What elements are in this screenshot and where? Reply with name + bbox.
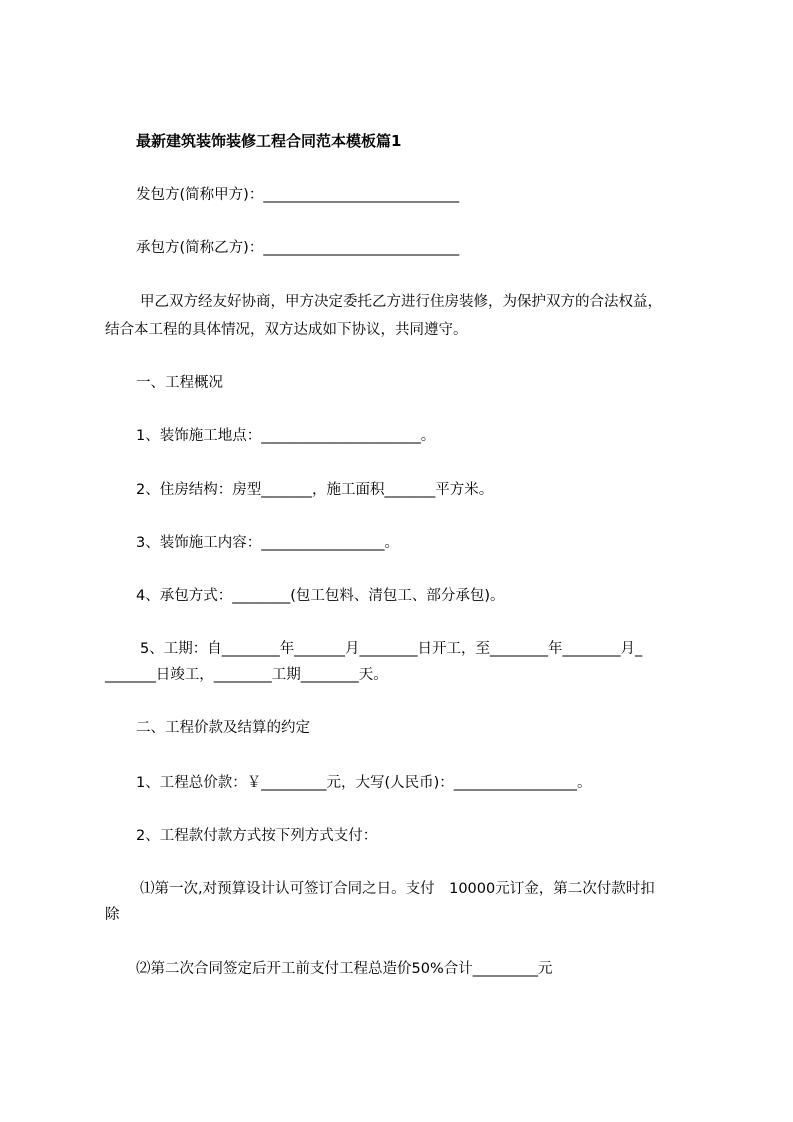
document-title: 最新建筑装饰装修工程合同范本模板篇1: [136, 132, 402, 150]
payment-2-line: ⑵第二次合同签定后开工前支付工程总造价50%合计_________元: [136, 961, 553, 977]
item-1-content: 3、装饰施工内容：_________________。: [136, 535, 399, 551]
payment-1-line-1: ⑴第一次,对预算设计认可签订合同之日。支付 10000元订金，第二次付款时扣: [140, 881, 655, 897]
intro-paragraph-line-2: 结合本工程的具体情况，双方达成如下协议，共同遵守。: [105, 322, 468, 338]
item-1-schedule-line-2: _______日竣工，________工期________天。: [105, 667, 388, 683]
section-1-heading: 一、工程概况: [136, 375, 223, 391]
payment-1-line-2: 除: [105, 907, 120, 923]
item-2-total-price: 1、工程总价款：￥_________元，大写(人民币)：_________________。: [136, 775, 592, 791]
intro-paragraph-line-1: 甲乙双方经友好协商，甲方决定委托乙方进行住房装修，为保护双方的合法权益，: [140, 294, 662, 310]
party-a-line: 发包方(简称甲方)：___________________________: [136, 187, 460, 203]
party-b-line: 承包方(简称乙方)：___________________________: [136, 240, 460, 256]
item-2-payment-method: 2、工程款付款方式按下列方式支付：: [136, 828, 378, 844]
item-1-contract-method: 4、承包方式：________(包工包料、清包工、部分承包)。: [136, 588, 505, 604]
section-2-heading: 二、工程价款及结算的约定: [136, 720, 310, 736]
item-1-schedule-line-1: 5、工期：自________年_______月________日开工，至________年________月_: [140, 641, 643, 657]
item-1-location: 1、装饰施工地点：______________________。: [136, 428, 436, 444]
item-1-structure: 2、住房结构：房型_______，施工面积_______平方米。: [136, 482, 494, 498]
